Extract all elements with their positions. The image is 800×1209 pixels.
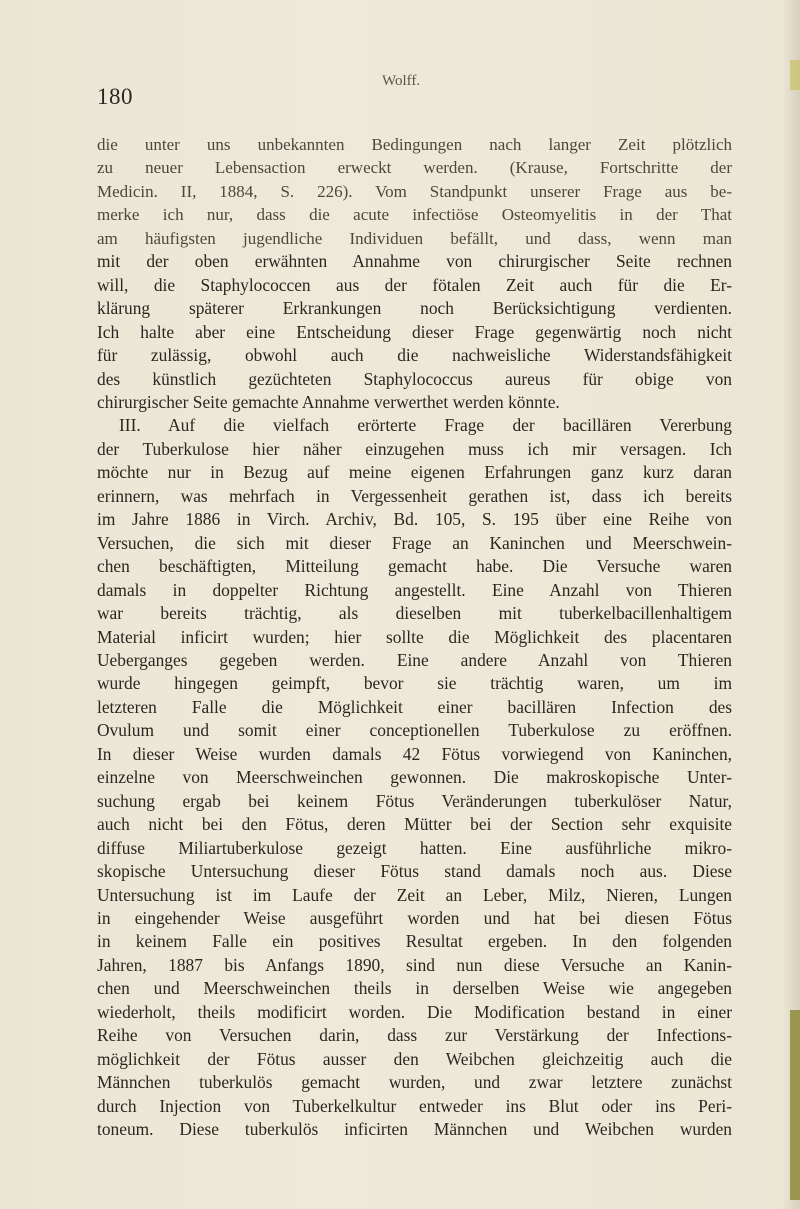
text-line: im Jahre 1886 in Virch. Archiv, Bd. 105, S. 195 über eine Reihe von bbox=[97, 509, 732, 530]
text-line: erinnern, was mehrfach in Vergessenheit gerathen ist, dass ich bereits bbox=[97, 485, 732, 506]
text-line: die unter uns unbekannten Bedingungen nach langer Zeit plötzlich bbox=[97, 135, 732, 154]
text-line: Reihe von Versuchen darin, dass zur Verstärkung der Infections- bbox=[97, 1025, 732, 1046]
text-line: Jahren, 1887 bis Anfangs 1890, sind nun diese Versuche an Kanin- bbox=[97, 954, 732, 975]
text-line: Männchen tuberkulös gemacht wurden, und zwar letztere zunächst bbox=[97, 1072, 732, 1093]
text-line: klärung späterer Erkrankungen noch Berücksichtigung verdienten. bbox=[97, 298, 732, 319]
text-line: in keinem Falle ein positives Resultat ergeben. In den folgenden bbox=[97, 931, 732, 952]
text-line: möglichkeit der Fötus ausser den Weibchen gleichzeitig auch die bbox=[97, 1048, 732, 1069]
text-line: suchung ergab bei keinem Fötus Veränderungen tuberkulöser Natur, bbox=[97, 790, 732, 811]
text-line: toneum. Diese tuberkulös inficirten Männchen und Weibchen wurden bbox=[97, 1119, 732, 1140]
text-line: auch nicht bei den Fötus, deren Mütter bei der Section sehr exquisite bbox=[97, 814, 732, 835]
text-line: in eingehender Weise ausgeführt worden und hat bei diesen Fötus bbox=[97, 907, 732, 928]
text-line: Ueberganges gegeben werden. Eine andere Anzahl von Thieren bbox=[97, 649, 732, 670]
text-line: für zulässig, obwohl auch die nachweisliche Widerstandsfähigkeit bbox=[97, 345, 732, 366]
text-line: möchte nur in Bezug auf meine eigenen Erfahrungen ganz kurz daran bbox=[97, 462, 732, 483]
text-line: chen und Meerschweinchen theils in derselben Weise wie angegeben bbox=[97, 978, 732, 999]
text-line: Material inficirt wurden; hier sollte die Möglichkeit des placentaren bbox=[97, 626, 732, 647]
text-line: einzelne von Meerschweinchen gewonnen. Die makroskopische Unter- bbox=[97, 767, 732, 788]
text-line: diffuse Miliartuberkulose gezeigt hatten. Eine ausführliche mikro- bbox=[97, 837, 732, 858]
text-line: wurde hingegen geimpft, bevor sie trächtig waren, um im bbox=[97, 673, 732, 694]
text-line: Ich halte aber eine Entscheidung dieser Frage gegenwärtig noch nicht bbox=[97, 321, 732, 342]
running-head: Wolff. bbox=[382, 73, 421, 89]
text-line: skopische Untersuchung dieser Fötus stand damals noch aus. Diese bbox=[97, 861, 732, 882]
page-edge-stain bbox=[790, 1010, 800, 1200]
text-line: zu neuer Lebensaction erweckt werden. (Krause, Fortschritte der bbox=[97, 158, 732, 178]
text-line: des künstlich gezüchteten Staphylococcus aureus für obige von bbox=[97, 368, 732, 389]
text-line: Untersuchung ist im Laufe der Zeit an Leber, Milz, Nieren, Lungen bbox=[97, 884, 732, 905]
text-line: will, die Staphylococcen aus der fötalen Zeit auch für die Er- bbox=[97, 274, 732, 295]
text-line: durch Injection von Tuberkelkultur entweder ins Blut oder ins Peri- bbox=[97, 1095, 732, 1116]
page-edge-stain bbox=[790, 60, 800, 90]
page-number: 180 bbox=[97, 84, 133, 109]
body-text bbox=[97, 133, 732, 1141]
text-line: chen beschäftigten, Mitteilung gemacht habe. Die Versuche waren bbox=[97, 556, 732, 577]
text-line: mit der oben erwähnten Annahme von chirurgischer Seite rechnen bbox=[97, 251, 732, 272]
text-line: chirurgischer Seite gemachte Annahme verwerthet werden könnte. bbox=[97, 391, 560, 412]
text-line: letzteren Falle die Möglichkeit einer bacillären Infection des bbox=[97, 696, 732, 717]
text-line: merke ich nur, dass die acute infectiöse Osteomyelitis in der That bbox=[97, 205, 732, 225]
text-line: Ovulum und somit einer conceptionellen Tuberkulose zu eröffnen. bbox=[97, 720, 732, 741]
text-line: war bereits trächtig, als dieselben mit tuberkelbacillenhaltigem bbox=[97, 603, 732, 624]
text-line: Medicin. II, 1884, S. 226). Vom Standpunkt unserer Frage aus be- bbox=[97, 181, 732, 201]
text-line: Versuchen, die sich mit dieser Frage an Kaninchen und Meerschwein- bbox=[97, 532, 732, 553]
text-line: der Tuberkulose hier näher einzugehen muss ich mir versagen. Ich bbox=[97, 438, 732, 459]
text-line: damals in doppelter Richtung angestellt. Eine Anzahl von Thieren bbox=[97, 579, 732, 600]
text-line: am häufigsten jugendliche Individuen befällt, und dass, wenn man bbox=[97, 228, 732, 248]
text-line: In dieser Weise wurden damals 42 Fötus vorwiegend von Kaninchen, bbox=[97, 743, 732, 764]
text-line: III. Auf die vielfach erörterte Frage der bacillären Vererbung bbox=[119, 415, 732, 436]
text-line: wiederholt, theils modificirt worden. Die Modification bestand in einer bbox=[97, 1001, 732, 1022]
